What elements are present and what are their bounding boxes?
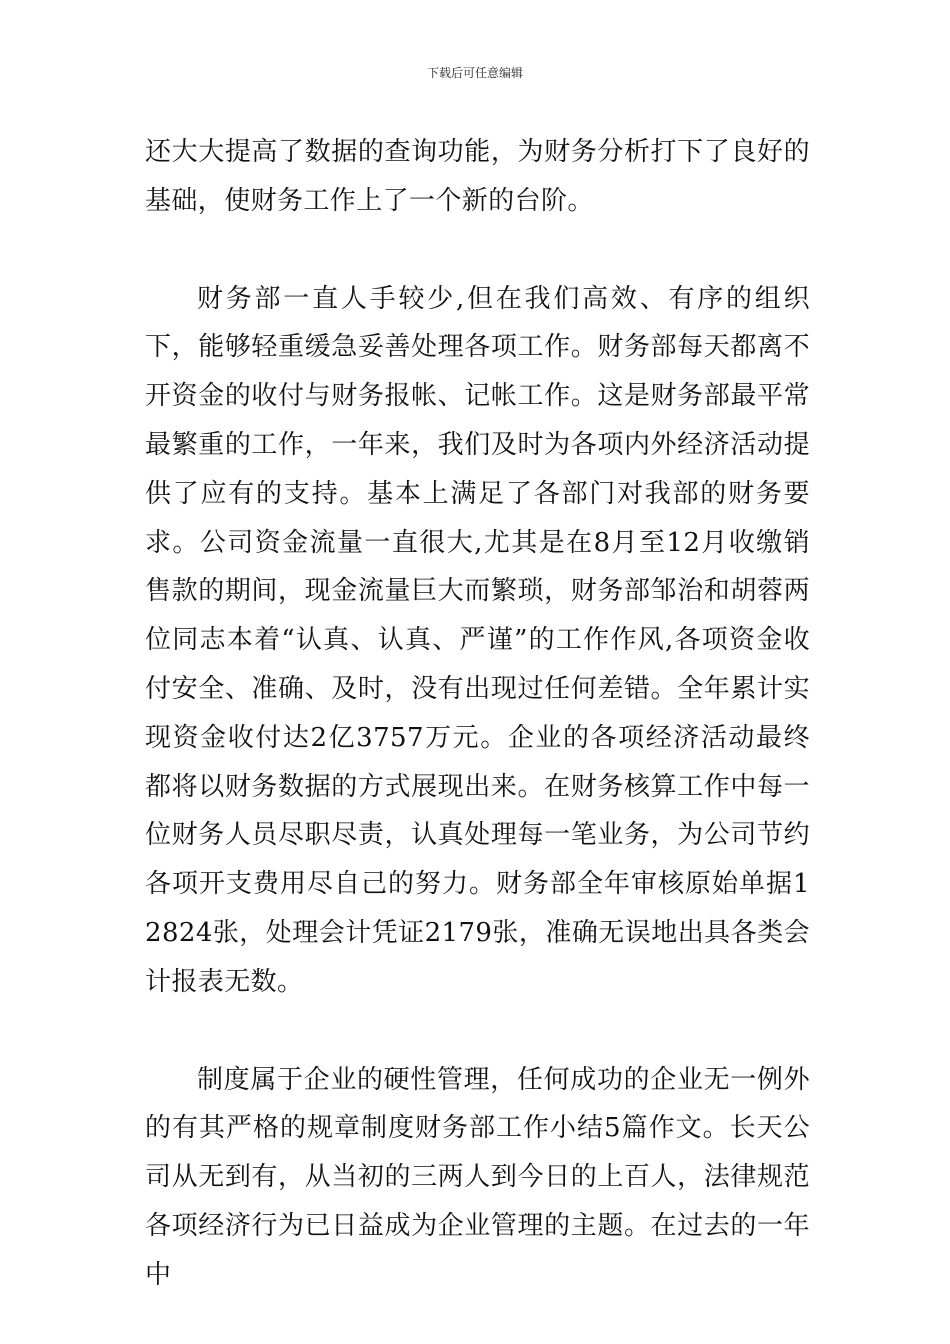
document-body — [145, 128, 810, 1300]
page-header: 下载后可任意编辑 — [426, 66, 523, 80]
paragraph-regulations: 制度属于企业的硬性管理，任何成功的企业无一例外的有其严格的规章制度财务部工作小结5篇作文。长天公司从无到有，从当初的三两人到今日的上百人，法律规范各项经济行为已日益成为企业管理的主题。在过去的一年中 — [145, 1064, 810, 1290]
paragraph-finance-work: 财务部一直人手较少,但在我们高效、有序的组织下，能够轻重缓急妥善处理各项工作。财务部每天都离不开资金的收付与财务报帐、记帐工作。这是财务部最平常最繁重的工作，一年来，我们及时为各项内外经济活动提供了应有的支持。基本上满足了各部门对我部的财务要求。公司资金流量一直很大,尤其是在8月至12月收缴销售款的期间，现金流量巨大而繁琐，财务部邹治和胡蓉两位同志本着“认真、认真、严谨”的工作作风,各项资金收付安全、准确、及时，没有出现过任何差错。全年累计实现资金收付达2亿3757万元。企业的各项经济活动最终都将以财务数据的方式展现出来。在财务核算工作中每一位财务人员尽职尽责，认真处理每一笔业务，为公司节约各项开支费用尽自己的努力。财务部全年审核原始单据12824张，处理会计凭证2179张，准确无误地出具各类会计报表无数。 — [145, 283, 810, 997]
paragraph-gap — [145, 1007, 810, 1056]
paragraph-gap — [145, 226, 810, 275]
paragraph-continuation: 还大大提高了数据的查询功能，为财务分析打下了良好的基础，使财务工作上了一个新的台阶。 — [145, 137, 810, 216]
